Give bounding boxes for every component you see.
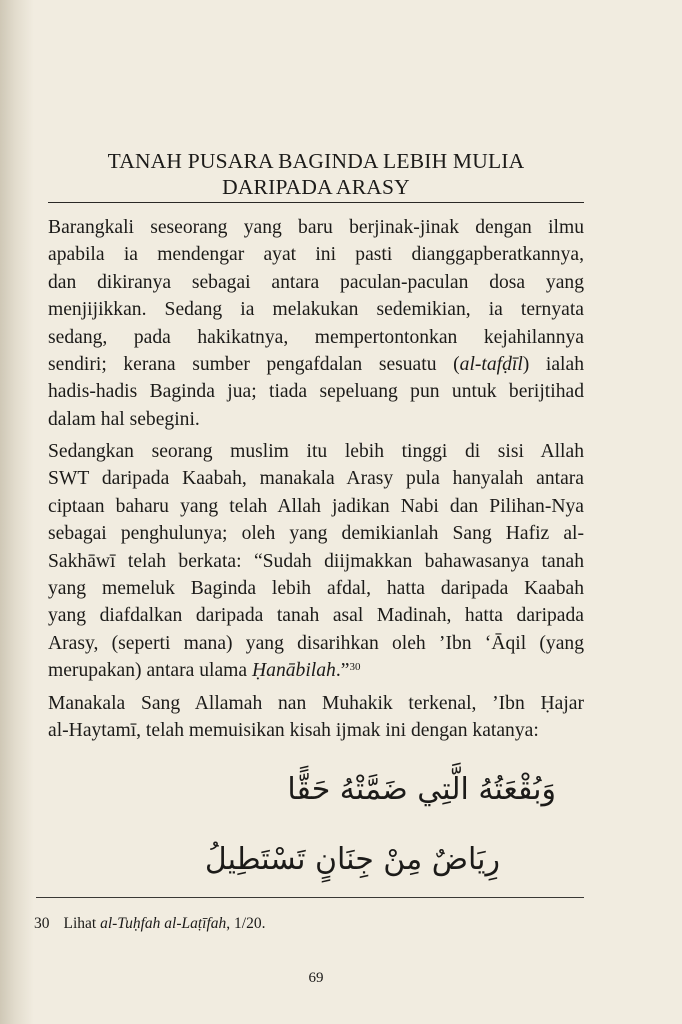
paragraph-line: menjijikkan. Sedang ia melakukan sedemikian, ia ternyata xyxy=(48,299,584,321)
paragraph-line: Sedangkan seorang muslim itu lebih tinggi di sisi Allah xyxy=(48,441,584,462)
paragraph-line xyxy=(48,351,584,378)
paragraph-line: Arasy, (seperti mana) yang disarihkan oleh ’Ibn ‘Āqil (yang xyxy=(48,632,584,654)
footnote-book-title: al-Tuḥfah al-Laṭīfah xyxy=(100,915,227,932)
page-number: 69 xyxy=(308,970,324,986)
text-run: .” xyxy=(335,660,350,682)
arabic-verse-line-1: وَبُقْعَتُهُ الَّتِي ضَمَّتْهُ حَقًّا xyxy=(287,772,556,807)
heading-line-1: TANAH PUSARA BAGINDA LEBIH MULIA xyxy=(107,149,525,173)
footnote xyxy=(34,914,265,934)
paragraph-line: ciptaan baharu yang telah Allah jadikan Nabi dan Pilihan-Nya xyxy=(48,495,584,517)
paragraph-line: hadis-hadis Baginda jua; tiada sepeluang pun untuk berijtihad xyxy=(48,381,584,403)
paragraph-line: yang memeluk Baginda lebih afdal, hatta daripada Kaabah xyxy=(48,578,584,600)
heading-underline xyxy=(48,202,584,203)
paragraph-line: yang diafdalkan daripada tanah asal Madinah, hatta daripada xyxy=(48,605,584,627)
paragraph-line: dalam hal sebegini. xyxy=(48,408,200,430)
arabic-verse-line-2: رِيَاضٌ مِنْ جِنَانٍ تَسْتَطِيلُ xyxy=(204,842,500,877)
paragraph-3 xyxy=(48,690,584,745)
heading-line-2: DARIPADA ARASY xyxy=(222,175,410,199)
text-run: sendiri; kerana sumber pengafdalan sesuatu ( xyxy=(48,354,460,376)
footnote-text: Lihat xyxy=(63,915,101,932)
footnote-number: 30 xyxy=(34,915,50,932)
paragraph-line: sedang, pada hakikatnya, mempertontonkan kejahilannya xyxy=(48,326,584,348)
paragraph-2 xyxy=(48,438,584,685)
italic-term: Ḥanābilah xyxy=(252,660,336,682)
text-run: merupakan) antara ulama xyxy=(48,660,252,682)
paragraph-line: dan dikiranya sebagai antara paculan-paculan dosa yang xyxy=(48,271,584,293)
paragraph-line: SWT daripada Kaabah, manakala Arasy pula hanyalah antara xyxy=(48,468,584,490)
paragraph-line: Sakhāwī telah berkata: “Sudah diijmakkan bahawasanya tanah xyxy=(48,550,584,572)
paragraph-line: apabila ia mendengar ayat ini pasti dianggapberatkannya, xyxy=(48,244,584,266)
book-gutter-shadow xyxy=(0,0,34,1024)
text-run: ) ialah xyxy=(522,354,584,376)
footnote-text: , 1/20. xyxy=(226,915,266,932)
paragraph-line: sebagai penghulunya; oleh yang demikianlah Sang Hafiz al- xyxy=(48,523,584,545)
chapter-heading xyxy=(48,148,584,200)
paragraph-line: Barangkali seseorang yang baru berjinak-jinak dengan ilmu xyxy=(48,217,584,238)
italic-term: al-tafḍīl xyxy=(459,354,523,376)
footnote-separator xyxy=(36,897,584,898)
book-page xyxy=(34,0,584,1024)
paragraph-line: Manakala Sang Allamah nan Muhakik terkenal, ’Ibn Ḥajar xyxy=(48,693,584,714)
footnote-reference[interactable]: 30 xyxy=(349,661,361,674)
paragraph-line xyxy=(48,657,584,684)
paragraph-1 xyxy=(48,214,584,433)
paragraph-line: al-Haytamī, telah memuisikan kisah ijmak ini dengan katanya: xyxy=(48,720,539,742)
